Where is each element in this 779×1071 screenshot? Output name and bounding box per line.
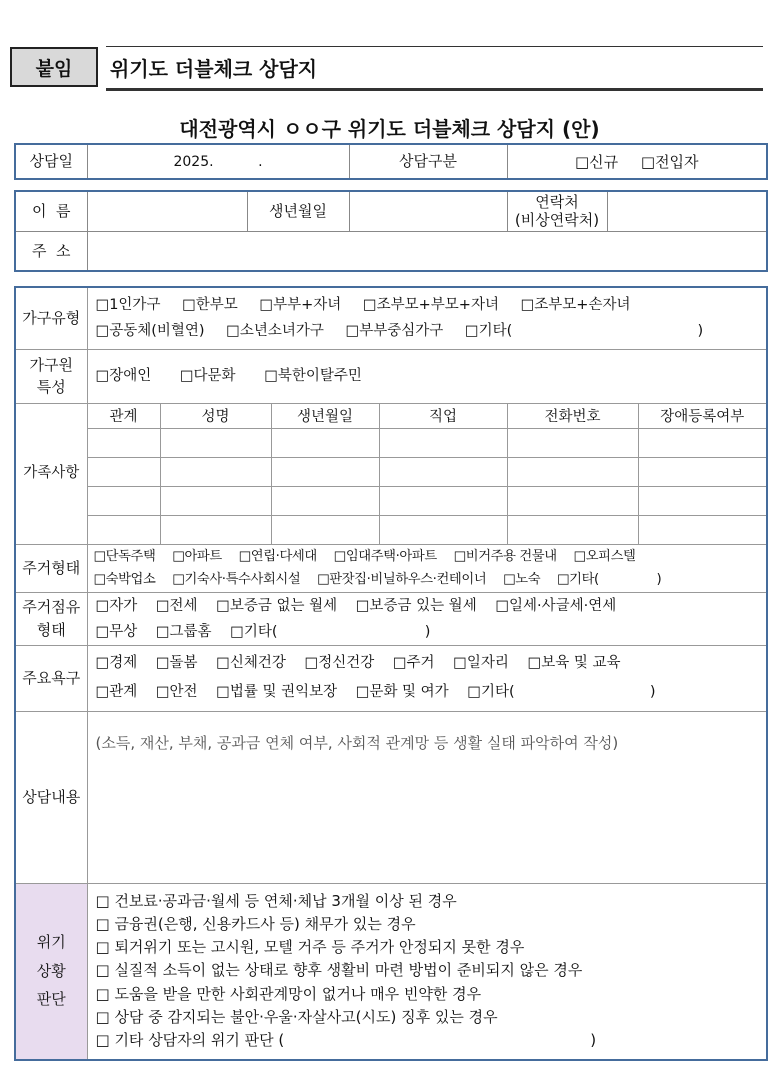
other-housing-close: ) — [656, 572, 662, 587]
checkbox-other-housing[interactable]: □기타( — [556, 572, 599, 587]
family-cell[interactable] — [160, 515, 271, 544]
checkbox-free[interactable]: □무상 — [95, 623, 138, 640]
checkbox-non-residential[interactable]: □비거주용 건물내 — [453, 549, 557, 564]
family-cell[interactable] — [638, 457, 767, 486]
checkbox-physical-health[interactable]: □신체건강 — [216, 655, 286, 671]
needs-label: 주요욕구 — [15, 645, 87, 711]
checkbox-legal-rights[interactable]: □법률 및 권익보장 — [216, 684, 338, 700]
checkbox-new[interactable]: □신규 — [574, 153, 619, 171]
checkbox-daily-yearly-rent[interactable]: □일세·사글세·연세 — [495, 597, 617, 614]
occupancy-label — [15, 592, 87, 645]
member-traits-label-line2: 특성 — [36, 378, 66, 396]
header-rule-bottom — [106, 88, 763, 91]
checkbox-couple-centered[interactable]: □부부중심가구 — [345, 323, 444, 340]
crisis-other-close: ) — [590, 1031, 597, 1050]
member-traits-label — [15, 349, 87, 403]
other-household-close: ) — [697, 323, 704, 340]
checkbox-other-household[interactable]: □기타( — [464, 323, 513, 340]
checkbox-owned[interactable]: □자가 — [95, 597, 138, 614]
checkbox-couple-children[interactable]: □부부+자녀 — [259, 297, 342, 314]
checkbox-childcare-education[interactable]: □보육 및 교육 — [527, 655, 621, 671]
crisis-item-housing-unstable[interactable]: □ 퇴거위기 또는 고시원, 모텔 거주 등 주거가 안정되지 못한 경우 — [95, 938, 525, 957]
checkbox-economy[interactable]: □경제 — [95, 655, 138, 671]
header-title: 위기도 더블체크 상담지 — [110, 57, 318, 81]
contact-field[interactable] — [607, 191, 767, 231]
family-cell[interactable] — [271, 486, 379, 515]
checkbox-disabled[interactable]: □장애인 — [95, 368, 152, 384]
consult-type-options — [507, 144, 767, 179]
checkbox-monthly-no-deposit[interactable]: □보증금 없는 월세 — [216, 597, 338, 614]
member-traits-options — [87, 349, 767, 403]
family-header-disability: 장애등록여부 — [638, 403, 767, 428]
contact-label-sub: (비상연락처) — [514, 211, 600, 230]
consult-info-table — [14, 143, 768, 180]
checkbox-three-generation[interactable]: □조부모+부모+자녀 — [362, 297, 499, 314]
address-label: 주 소 — [15, 231, 87, 271]
crisis-item-arrears[interactable]: □ 건보료·공과금·월세 등 연체·체납 3개월 이상 된 경우 — [95, 891, 457, 910]
checkbox-newcomer[interactable]: □전입자 — [640, 153, 699, 171]
checkbox-care[interactable]: □돌봄 — [155, 655, 198, 671]
checkbox-youth-household[interactable]: □소년소녀가구 — [226, 323, 324, 340]
family-cell[interactable] — [271, 457, 379, 486]
housing-form-options — [87, 544, 767, 592]
checkbox-multicultural[interactable]: □다문화 — [179, 368, 236, 384]
family-header-birth: 생년월일 — [271, 403, 379, 428]
family-header-name: 성명 — [160, 403, 271, 428]
crisis-item-no-income[interactable]: □ 실질적 소득이 없는 상태로 향후 생활비 마련 방법이 준비되지 않은 경우 — [95, 961, 583, 980]
household-type-label: 가구유형 — [15, 287, 87, 349]
checkbox-lodging[interactable]: □숙박업소 — [93, 572, 156, 587]
crisis-item-social-network[interactable]: □ 도움을 받을 만한 사회관계망이 없거나 매우 빈약한 경우 — [95, 984, 482, 1003]
family-cell[interactable] — [507, 457, 638, 486]
family-cell[interactable] — [638, 428, 767, 457]
name-label: 이 름 — [15, 191, 87, 231]
table-row — [15, 486, 767, 515]
checkbox-detached-house[interactable]: □단독주택 — [93, 549, 156, 564]
crisis-judgment-list — [87, 883, 767, 1060]
consult-content-placeholder: (소득, 재산, 부채, 공과금 연체 여부, 사회적 관계망 등 생활 실태 파악하여 작성) — [95, 733, 619, 752]
consult-content-field[interactable] — [87, 711, 767, 883]
crisis-item-other-text: □ 기타 상담자의 위기 판단 ( — [95, 1031, 285, 1050]
family-cell[interactable] — [507, 515, 638, 544]
household-type-options — [87, 287, 767, 349]
family-cell[interactable] — [160, 457, 271, 486]
family-header-relation: 관계 — [87, 403, 160, 428]
checkbox-mental-health[interactable]: □정신건강 — [304, 655, 375, 671]
name-field[interactable] — [87, 191, 247, 231]
table-row — [15, 515, 767, 544]
checkbox-shack[interactable]: □판잣집·비닐하우스·컨테이너 — [317, 572, 487, 587]
checkbox-group-home[interactable]: □그룹홈 — [155, 623, 212, 640]
family-cell[interactable] — [379, 428, 507, 457]
family-label: 가족사항 — [15, 403, 87, 544]
checkbox-north-korean-defector[interactable]: □북한이탈주민 — [264, 368, 362, 384]
assessment-table — [14, 286, 768, 1061]
family-cell[interactable] — [271, 515, 379, 544]
checkbox-other-occupancy[interactable]: □기타( — [230, 623, 278, 640]
other-occupancy-close: ) — [424, 623, 431, 640]
other-needs-close: ) — [649, 684, 656, 700]
address-field[interactable] — [87, 231, 767, 271]
consult-date-field[interactable] — [87, 144, 349, 179]
checkbox-homeless[interactable]: □노숙 — [503, 572, 541, 587]
checkbox-other-needs[interactable]: □기타( — [467, 684, 515, 700]
family-cell[interactable] — [87, 515, 160, 544]
family-cell[interactable] — [507, 428, 638, 457]
needs-options — [87, 645, 767, 711]
checkbox-row-house[interactable]: □연립·다세대 — [238, 549, 317, 564]
checkbox-dormitory[interactable]: □기숙사·특수사회시설 — [172, 572, 301, 587]
checkbox-culture-leisure[interactable]: □문화 및 여가 — [355, 684, 449, 700]
member-traits-label-line1: 가구원 — [29, 355, 73, 374]
family-cell[interactable] — [87, 457, 160, 486]
checkbox-relationships[interactable]: □관계 — [95, 684, 138, 700]
birth-field[interactable] — [349, 191, 507, 231]
occupancy-label-line1: 주거점유 — [22, 598, 81, 616]
personal-info-table — [14, 190, 768, 272]
checkbox-housing[interactable]: □주거 — [392, 655, 435, 671]
checkbox-jeonse[interactable]: □전세 — [155, 597, 198, 614]
occupancy-options — [87, 592, 767, 645]
contact-label-main: 연락처 — [535, 192, 579, 211]
crisis-label-line3: 판단 — [36, 990, 66, 1009]
checkbox-officetel[interactable]: □오피스텔 — [573, 549, 636, 564]
header-rule-top — [106, 46, 763, 47]
consult-type-label: 상담구분 — [349, 144, 507, 179]
family-cell[interactable] — [160, 428, 271, 457]
checkbox-monthly-deposit[interactable]: □보증금 있는 월세 — [355, 597, 477, 614]
consult-date-value: 2025. . — [173, 153, 263, 170]
crisis-judgment-label — [15, 883, 87, 1060]
table-row — [15, 428, 767, 457]
crisis-item-other[interactable] — [96, 1029, 767, 1052]
consult-date-label: 상담일 — [15, 144, 87, 179]
page-title: 대전광역시 ㅇㅇ구 위기도 더블체크 상담지 (안) — [179, 117, 600, 141]
consult-content-label: 상담내용 — [15, 711, 87, 883]
crisis-label-line2: 상황 — [36, 961, 66, 980]
family-header-job: 직업 — [379, 403, 507, 428]
checkbox-apartment[interactable]: □아파트 — [172, 549, 222, 564]
checkbox-rental-apartment[interactable]: □임대주택·아파트 — [333, 549, 437, 564]
family-cell[interactable] — [87, 486, 160, 515]
crisis-item-debt[interactable]: □ 금융권(은행, 신용카드사 등) 채무가 있는 경우 — [95, 914, 416, 933]
family-cell[interactable] — [87, 428, 160, 457]
birth-label: 생년월일 — [247, 191, 349, 231]
contact-label — [507, 191, 607, 231]
family-cell[interactable] — [638, 515, 767, 544]
family-cell[interactable] — [379, 515, 507, 544]
family-cell[interactable] — [638, 486, 767, 515]
family-cell[interactable] — [271, 428, 379, 457]
family-cell[interactable] — [160, 486, 271, 515]
checkbox-grandparent-grandchild[interactable]: □조부모+손자녀 — [520, 297, 631, 314]
checkbox-community[interactable]: □공동체(비혈연) — [95, 323, 205, 340]
checkbox-single[interactable]: □1인가구 — [95, 297, 161, 314]
crisis-label-line1: 위기 — [36, 933, 66, 952]
table-row — [15, 457, 767, 486]
housing-form-label: 주거형태 — [15, 544, 87, 592]
family-cell[interactable] — [507, 486, 638, 515]
occupancy-label-line2: 형태 — [36, 620, 66, 639]
attachment-tag: 붙임 — [10, 47, 98, 87]
checkbox-safety[interactable]: □안전 — [155, 684, 198, 700]
checkbox-jobs[interactable]: □일자리 — [453, 655, 509, 671]
crisis-item-mental-signs[interactable]: □ 상담 중 감지되는 불안·우울·자살사고(시도) 징후 있는 경우 — [95, 1007, 498, 1026]
checkbox-single-parent[interactable]: □한부모 — [182, 297, 238, 314]
family-header-phone: 전화번호 — [507, 403, 638, 428]
family-cell[interactable] — [379, 486, 507, 515]
family-cell[interactable] — [379, 457, 507, 486]
